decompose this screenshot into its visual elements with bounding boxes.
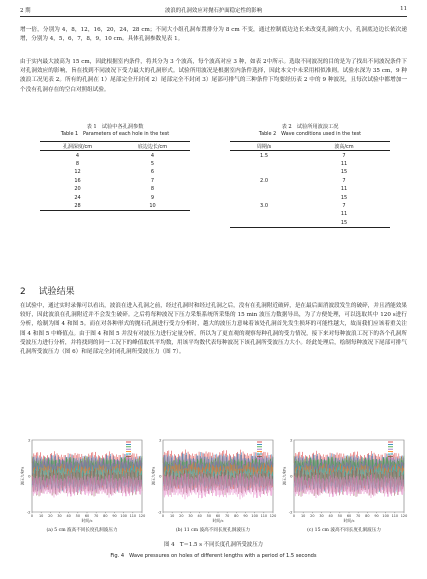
table-cell-period: 2.0	[260, 177, 268, 184]
x-tick-label: 110	[391, 514, 399, 518]
x-axis-label: 时间/s	[81, 518, 93, 523]
x-tick-label: 10	[39, 514, 44, 518]
y-tick-label: 2	[28, 437, 31, 443]
running-header	[20, 6, 407, 17]
table-cell: 7	[150, 177, 155, 184]
table-row	[40, 151, 190, 160]
paragraph-hole-params: 增一倍，分别为 4，8，12，16，20，24，28 cm；不同大小组孔洞布置排分为 8 cm 不变，通过控制底边边长来改变孔洞的大小，孔洞底边边长依次递增，分别为 4，5，6，7，8，9，10 cm。具体孔洞参数见表 1。	[20, 27, 407, 43]
table-row	[230, 168, 390, 176]
table-cell: 5	[150, 160, 155, 167]
table-cell: 15	[340, 194, 348, 201]
x-tick-label: 110	[129, 514, 137, 518]
x-tick-label: 30	[57, 514, 62, 518]
table-2-header-height: 波高/cm	[334, 143, 354, 150]
table-row	[230, 177, 390, 185]
table-cell: 24	[74, 194, 81, 201]
table-1-title-en: Table 1 Parameters of each hole in the test	[60, 131, 170, 137]
x-tick-label: 50	[337, 514, 342, 518]
x-tick-label: 30	[188, 514, 193, 518]
y-axis-label: 波压力/kPa	[20, 466, 25, 486]
chart-c-svg	[282, 434, 406, 526]
x-tick-label: 30	[319, 514, 324, 518]
y-axis-label: 波压力/kPa	[282, 466, 287, 486]
y-tick-label: 0	[290, 473, 293, 479]
y-tick-label: 2	[159, 437, 162, 443]
x-tick-label: 60	[346, 514, 352, 518]
table-cell: 11	[340, 160, 348, 167]
table-2-title: 表 2 试验所用波浪工况	[281, 124, 339, 130]
table-row	[230, 202, 390, 210]
page-number: 11	[400, 6, 407, 12]
table-row	[40, 177, 190, 185]
table-1-title: 表 1 试验中各孔洞参数	[86, 124, 144, 130]
x-axis-label: 时间/s	[212, 518, 224, 523]
y-axis-label: 波压力/kPa	[151, 466, 156, 486]
y-tick-label: 2	[290, 437, 293, 443]
table-cell: 7	[342, 202, 346, 209]
x-tick-label: 20	[48, 514, 53, 518]
table-cell: 6	[150, 169, 155, 176]
table-cell: 8	[75, 160, 80, 167]
table-cell: 11	[340, 211, 348, 218]
x-tick-label: 120	[138, 514, 146, 518]
figure-caption-en: Fig. 4 Wave pressures on holes of different lengths with a period of 1.5 seconds	[110, 553, 317, 559]
x-tick-label: 120	[269, 514, 277, 518]
x-tick-label: 20	[179, 514, 184, 518]
table-cell: 11	[340, 186, 348, 193]
table-cell: 7	[342, 177, 346, 184]
chart-a-caption: (a) 5 cm 波高不同长度孔洞波压力	[46, 528, 118, 533]
x-tick-label: 100	[120, 514, 127, 518]
table-cell: 16	[74, 177, 81, 184]
journal-running-title: 波浪的孔洞效应对抛石护面稳定性的影响	[164, 8, 263, 14]
table-2-grid	[230, 141, 390, 228]
x-tick-label: 80	[234, 514, 239, 518]
x-tick-label: 10	[170, 514, 175, 518]
chart-b-caption: (b) 11 cm 波高不同长度孔洞波压力	[175, 528, 251, 533]
section-heading	[20, 284, 75, 297]
x-tick-label: 10	[301, 514, 306, 518]
x-tick-label: 50	[75, 514, 80, 518]
x-tick-label: 40	[197, 514, 202, 518]
table-2-title-en: Table 2 Wave conditions used in the test	[258, 131, 362, 137]
table-row	[40, 185, 190, 193]
x-tick-label: 90	[374, 514, 379, 518]
y-tick-label: 0	[28, 473, 31, 479]
y-tick-label: -2	[26, 509, 31, 515]
x-tick-label: 0	[292, 514, 296, 518]
x-tick-label: 120	[400, 514, 408, 518]
x-tick-label: 80	[365, 514, 370, 518]
chart-c-caption: (c) 15 cm 波高不同长度孔洞波压力	[307, 528, 381, 533]
table-row	[40, 193, 190, 201]
table-2	[230, 124, 390, 228]
x-tick-label: 100	[382, 514, 389, 518]
x-tick-label: 70	[225, 514, 230, 518]
table-cell: 15	[340, 219, 348, 226]
x-tick-label: 90	[243, 514, 248, 518]
table-cell: 7	[342, 152, 346, 159]
table-cell: 4	[75, 152, 80, 159]
x-tick-label: 70	[356, 514, 361, 518]
table-row	[230, 185, 390, 193]
x-tick-label: 20	[310, 514, 315, 518]
y-tick-label: 0	[159, 473, 162, 479]
figure-caption: 图 4 T＝1.5 s 不同长度孔洞所受波压力	[164, 542, 263, 548]
table-row	[40, 160, 190, 168]
chart-c	[282, 434, 406, 526]
chart-a-svg	[20, 434, 144, 526]
x-tick-label: 100	[251, 514, 258, 518]
x-tick-label: 80	[103, 514, 108, 518]
x-tick-label: 60	[84, 514, 90, 518]
table-row	[230, 160, 390, 168]
x-tick-label: 110	[260, 514, 268, 518]
chart-a	[20, 434, 144, 526]
table-1	[40, 124, 190, 211]
table-cell: 12	[74, 169, 81, 176]
table-row	[230, 210, 390, 218]
table-row	[40, 168, 190, 176]
chart-b-svg	[151, 434, 275, 526]
x-axis-label: 时间/s	[343, 518, 355, 523]
x-tick-label: 70	[94, 514, 99, 518]
table-row	[40, 202, 190, 211]
table-cell-period: 3.0	[260, 202, 268, 209]
table-cell-period: 1.5	[260, 152, 268, 159]
section-number: 2	[20, 287, 26, 297]
table-cell: 28	[74, 202, 81, 209]
paragraph-wave-conditions: 由于实内最大波高为 15 cm，因此根据室内条件，将其分为 3 个波高，每个波高对应 3 种，如表 2中所示。选取不同波况的目的是为了找出不同波况条件下对孔洞效应的影响，旨在找到不同波况下受力最大的孔洞形式。试验所用波况是根据室内条件选择，因此本文中未采用相似准则。试验水深为 35 cm，9 种波浪工况见表 2。所有的孔洞在 1）尾部完全开封闭 2）尾部完全不封闭 3）尾部可排气的三种条件下均要经历表 2 中的 9 种波况，且每次试验中都增加一个没有孔洞存在的空白对照组试验。	[20, 59, 407, 93]
chart-b	[151, 434, 275, 526]
table-cell: 4	[150, 152, 155, 159]
table-row	[230, 193, 390, 201]
x-tick-label: 0	[30, 514, 34, 518]
x-tick-label: 0	[161, 514, 165, 518]
x-tick-label: 50	[206, 514, 211, 518]
table-2-header-period: 周期/s	[256, 143, 272, 150]
table-cell: 9	[150, 194, 155, 201]
table-cell: 20	[74, 186, 81, 193]
section-title: 试验结果	[38, 287, 75, 297]
table-row	[230, 151, 390, 160]
x-tick-label: 60	[215, 514, 221, 518]
table-cell: 15	[340, 169, 348, 176]
table-1-grid	[40, 141, 190, 211]
x-tick-label: 90	[112, 514, 117, 518]
table-1-header-depth: 孔洞深度/cm	[62, 143, 93, 150]
table-cell: 10	[149, 202, 156, 209]
issue-number: 2 期	[20, 8, 31, 14]
x-tick-label: 40	[328, 514, 333, 518]
table-row	[230, 219, 390, 228]
y-tick-label: -2	[288, 509, 293, 515]
paragraph-results: 在试验中，通过实时录像可以看出，波浪在进入孔洞之前，经过孔洞时和经过孔洞之后，没有在孔洞附近破碎，是在最后面消波段发生的破碎，并且消能效果较好，因此波浪在孔洞附近并不会发生破碎。之后将每种波况下压力采集系统所采集的 15 min 波压力数据导出，为了方便处理，可以选取其中 120 s进行分析，绘制为图 4 和图 5。而在对各种形式的抛石孔洞进行受力分析时，越大的波压力意味着该处孔洞首先发生损坏的可能性越大，故而我们应该着重关注图 4 和图 5 中峰值点。由于图 4 和图 5 并没有对波压力进行定量分析，所以为了更直观的观察每种孔洞的受力情况，接下来对每种波浪工况下的各个孔洞所受波压力进行分析，并将找到的同一工况下的峰值取其平均数，用该平均数代表每种波况下该孔洞所受波压力大小。经此处理后，绘制每种波况下尾部可排气孔洞所受波压力（图 6）和尾部完全封闭孔洞所受波压力（图 7）。	[20, 303, 407, 356]
x-tick-label: 40	[66, 514, 71, 518]
y-tick-label: -2	[157, 509, 162, 515]
table-cell: 8	[150, 186, 155, 193]
table-1-header-base: 底边边长/cm	[137, 143, 168, 150]
